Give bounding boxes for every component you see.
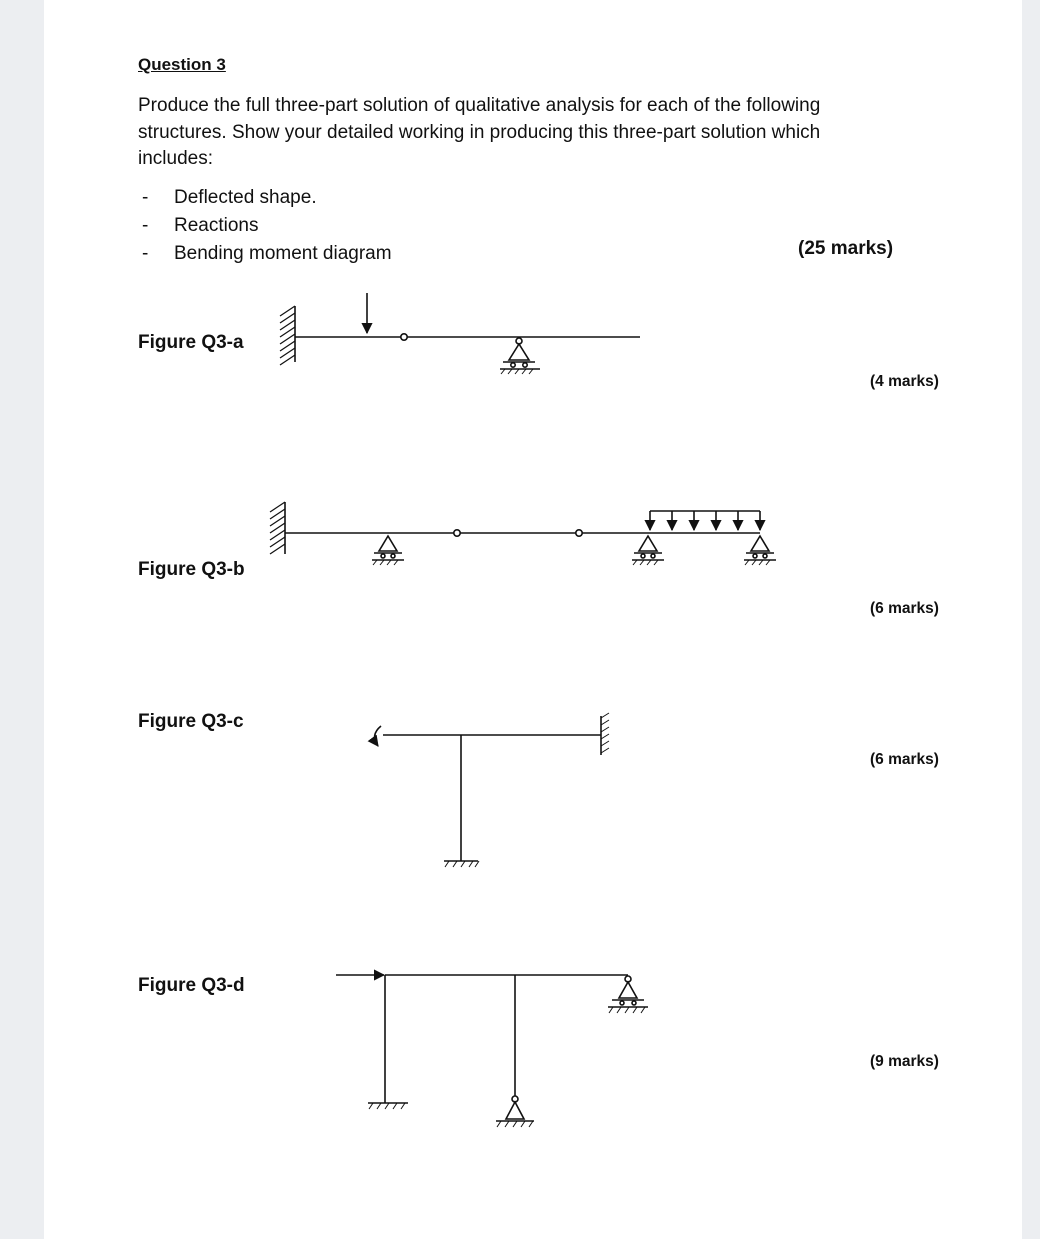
distributed-load (650, 511, 760, 530)
fixed-base-support (368, 1103, 408, 1109)
wall-hatching (270, 502, 285, 554)
figure-q3b-diagram (270, 502, 776, 565)
pin-support (496, 1096, 534, 1127)
bullet-deflected-shape: Deflected shape. (174, 187, 317, 208)
figure-q3a-diagram (280, 293, 640, 374)
figure-q3c-diagram (375, 713, 609, 867)
marks-q3b: (6 marks) (870, 600, 939, 617)
internal-hinge (454, 530, 460, 536)
bullet-dash: - (142, 243, 149, 264)
total-marks: (25 marks) (798, 238, 894, 259)
internal-hinge (576, 530, 582, 536)
roller-support (500, 338, 540, 374)
figure-label-q3c: Figure Q3-c (138, 711, 244, 732)
roller-support (372, 536, 404, 565)
wall-hatching (280, 306, 295, 365)
figure-label-q3d: Figure Q3-d (138, 975, 245, 996)
question-title: Question 3 (138, 55, 226, 74)
roller-support (632, 536, 664, 565)
marks-q3c: (6 marks) (870, 751, 939, 768)
marks-q3d: (9 marks) (870, 1053, 939, 1070)
figure-label-q3a: Figure Q3-a (138, 332, 244, 353)
internal-hinge (401, 334, 407, 340)
roller-support (608, 976, 648, 1013)
figure-q3d-diagram (336, 975, 648, 1127)
bullet-dash: - (142, 215, 149, 236)
figure-label-q3b: Figure Q3-b (138, 559, 245, 580)
moment-arrow (375, 726, 381, 746)
roller-support (744, 536, 776, 565)
bullet-bending-moment: Bending moment diagram (174, 243, 392, 264)
fixed-base-support (444, 861, 479, 867)
bullet-dash: - (142, 187, 149, 208)
marks-q3a: (4 marks) (870, 373, 939, 390)
question-intro: Produce the full three-part solution of qualitative analysis for each of the following structures. Show your detailed working in producing this three-part solution which includes: (138, 95, 821, 169)
slider-wall-support (601, 713, 609, 755)
bullet-reactions: Reactions (174, 215, 259, 236)
